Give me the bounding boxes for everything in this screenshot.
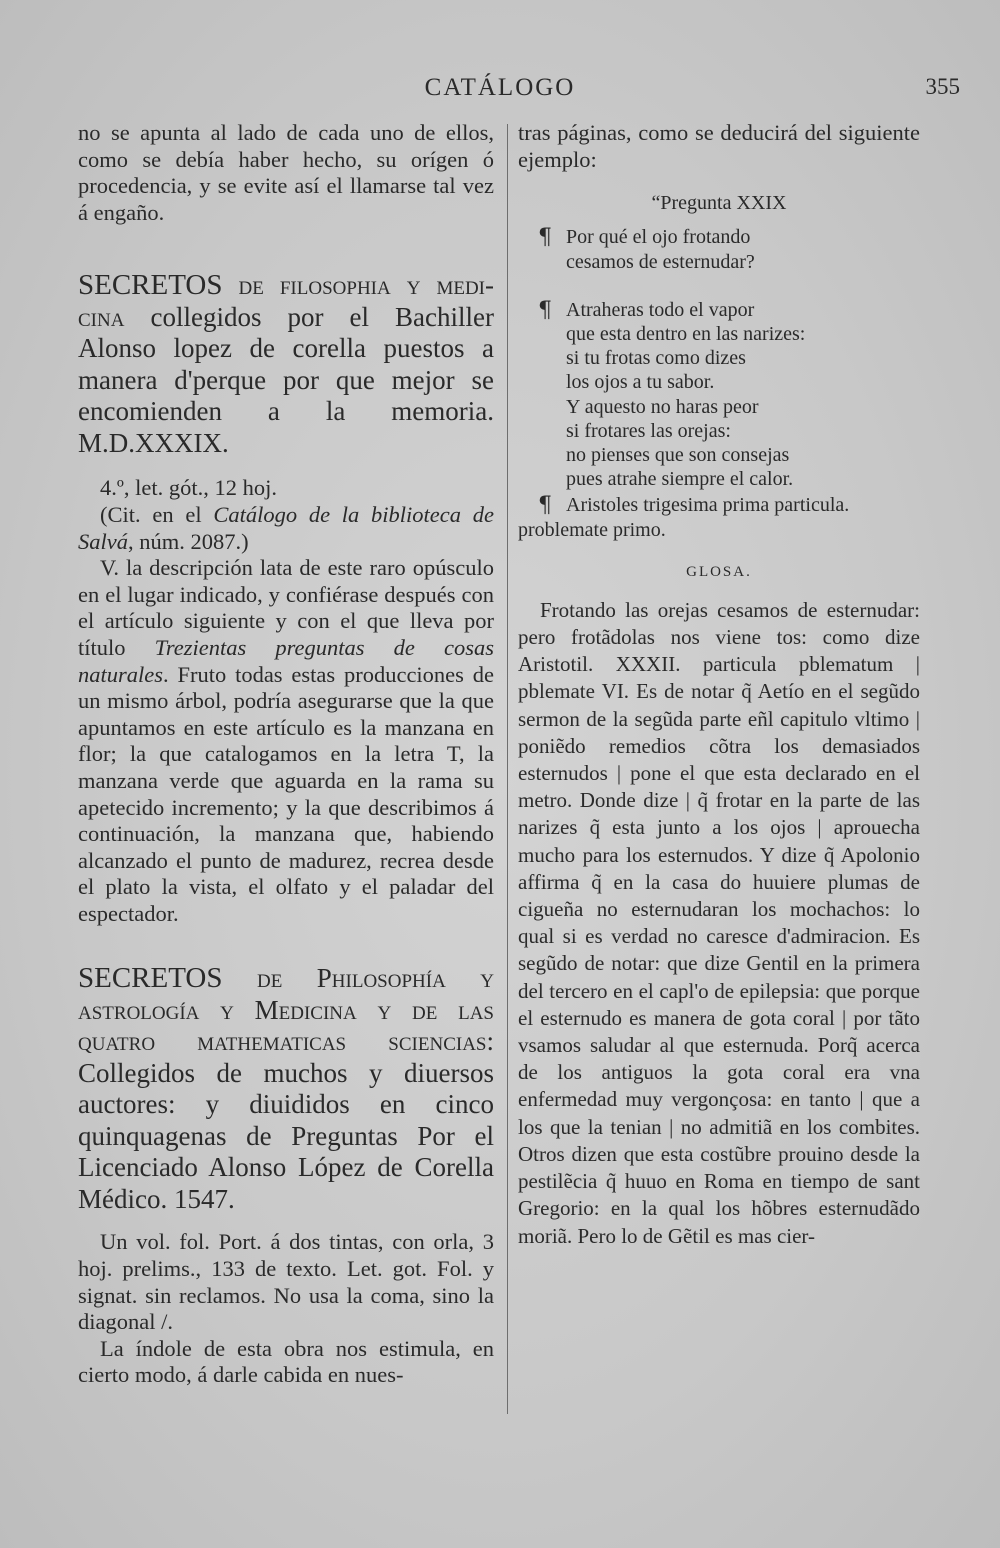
entry-1-heading [78,270,494,459]
verse-line: los ojos a tu sabor. [566,371,715,394]
left-column [78,120,494,1389]
source-line: Aristoles trigesima prima particula. problemate primo. [518,494,850,541]
entry-2-head-word: SECRETOS [78,962,223,995]
glosa-text: Frotando las orejas cesamos de esternudar: pero frotãdolas nos viene tos: como dize Aristotil. XXXII. particula pblematum | pblemate VI. Es de notar q̃ Aetío en el segũdo sermon de la segũda parte eñl capitulo vltimo | poniẽdo remedios cõtra los demasiados esternudos | pone el que esta declarado en el metro. Donde dize | q̃ frotar en la parte de las narizes q̃ esta junto a los ojos | aprouecha mucho para los esternudos. Y dize q̃ Apolonio affirma q̃ en la casa do huuiere plumas de cigueña no esternudaran los mochachos: lo qual si es verdad no caresce d'admiracion. Es segũdo de notar: que dize Gentil en la primera del tercero en el capl'o de epilepsia: que porque el esternudo es manera de gota coral | por tãto vsamos saludar al que esternuda. Porq̃ acerca de los antiguos la gota coral era vna enfermedad muy vergonçosa: en tanto | que a los que la tenian | no admitiã en los combites. Otros dizen que esta costũbre prouino desde la pestilẽcia q̃ huuo en Roma en tiempo de sant Gregorio: en la qual los hõbres esternudãdo moriã. Pero lo de Gẽtil es mas cier- [518,597,920,1248]
right-intro-paragraph: tras páginas, como se deducirá del siguiente ejemplo: [518,120,920,172]
citation-prefix: (Cit. en el [100,501,214,527]
verse-line: si frotares las orejas: [566,419,731,442]
entry-2-head-smallcaps: de Philosophía y astrología y Medicina y de las quatro mathematicas sciencias: [78,963,494,1057]
pilcrow-icon: ¶ [538,493,552,519]
answer-stanza [518,298,920,492]
pilcrow-icon: ¶ [538,297,552,323]
question-stanza [518,225,920,273]
verse-line: no pienses que son consejas [566,444,790,467]
entry-2-description: Un vol. fol. Port. á dos tintas, con orla, 3 hoj. prelims., 133 de texto. Let. got. Fol. y signat. sin reclamos. No usa la coma, sino la diagonal /. [78,1229,494,1335]
running-title: CATÁLOGO [424,74,576,101]
citation-suffix: , núm. 2087.) [128,528,249,554]
entry-2-head-rest: Collegidos de muchos y diuersos auctores: y diuididos en cinco quinquagenas de Preguntas Por el Licenciado Alonso López de Corella Médico. 1547. [78,1057,494,1214]
right-column [518,120,920,1250]
verse-line: Y aquesto no haras peor [566,395,759,418]
left-intro-paragraph: no se apunta al lado de cada uno de ellos, como se debía haber hecho, su orígen ó procedencia, y se evite así el llamarse tal vez á engaño. [78,120,494,225]
answer-verse [518,298,920,492]
entry-1-head-smallcaps: de filosophia y medi-cina [78,270,494,332]
note-suffix: . Fruto todas estas producciones de un mismo árbol, podría asegurarse que la que apuntamos en este artículo es la manzana en flor; la que catalogamos en la letra T, la manzana verde que aguarda en la rama su apetecido incremento; y la que describimos á continuación, la manzana que, habiendo alcanzado el punto de madurez, recrea desde el plato la vista, el olfato y el paladar del espectador. [78,661,494,926]
entry-1-note [78,555,494,927]
page-header [0,74,1000,108]
entry-2-heading [78,963,494,1215]
note-prefix: V. la descripción lata de este raro opúsculo en el lugar indicado, y confiérase después con el artículo siguiente y con el que lleva por título [78,555,494,660]
citation-title: Catálogo de la biblioteca de Salvá [78,501,494,554]
verse-line: cesamos de esternudar? [566,250,755,273]
entry-1-head-word: SECRETOS [78,269,223,302]
verse-line: si tu frotas como dizes [566,347,746,370]
source-stanza [518,493,920,541]
column-divider [507,124,508,1414]
entry-1-format: 4.º, let. gót., 12 hoj. [100,475,277,501]
verse-line: Atraheras todo el vapor [566,298,755,321]
entry-1-citation [78,502,494,555]
pilcrow-icon: ¶ [538,225,552,251]
entry-2-commentary: La índole de esta obra nos estimula, en cierto modo, á darle cabida en nues- [78,1335,494,1388]
question-verse [518,225,920,273]
verse-line: Por qué el ojo frotando [566,226,751,249]
glosa-label: GLOSA. [686,563,752,580]
verse-line: pues atrahe siempre el calor. [566,468,794,491]
note-title: Trezientas preguntas de cosas naturales [78,634,494,687]
entry-1-head-rest: collegidos por el Bachiller Alonso lopez de corella puestos a manera d'perque por que mejor se encomienden a la memoria. M.D.XXXIX. [78,301,494,458]
verse-line: que esta dentro en las narizes: [566,323,806,345]
question-title: “Pregunta XXIX [651,192,787,215]
page-number: 355 [925,74,960,99]
